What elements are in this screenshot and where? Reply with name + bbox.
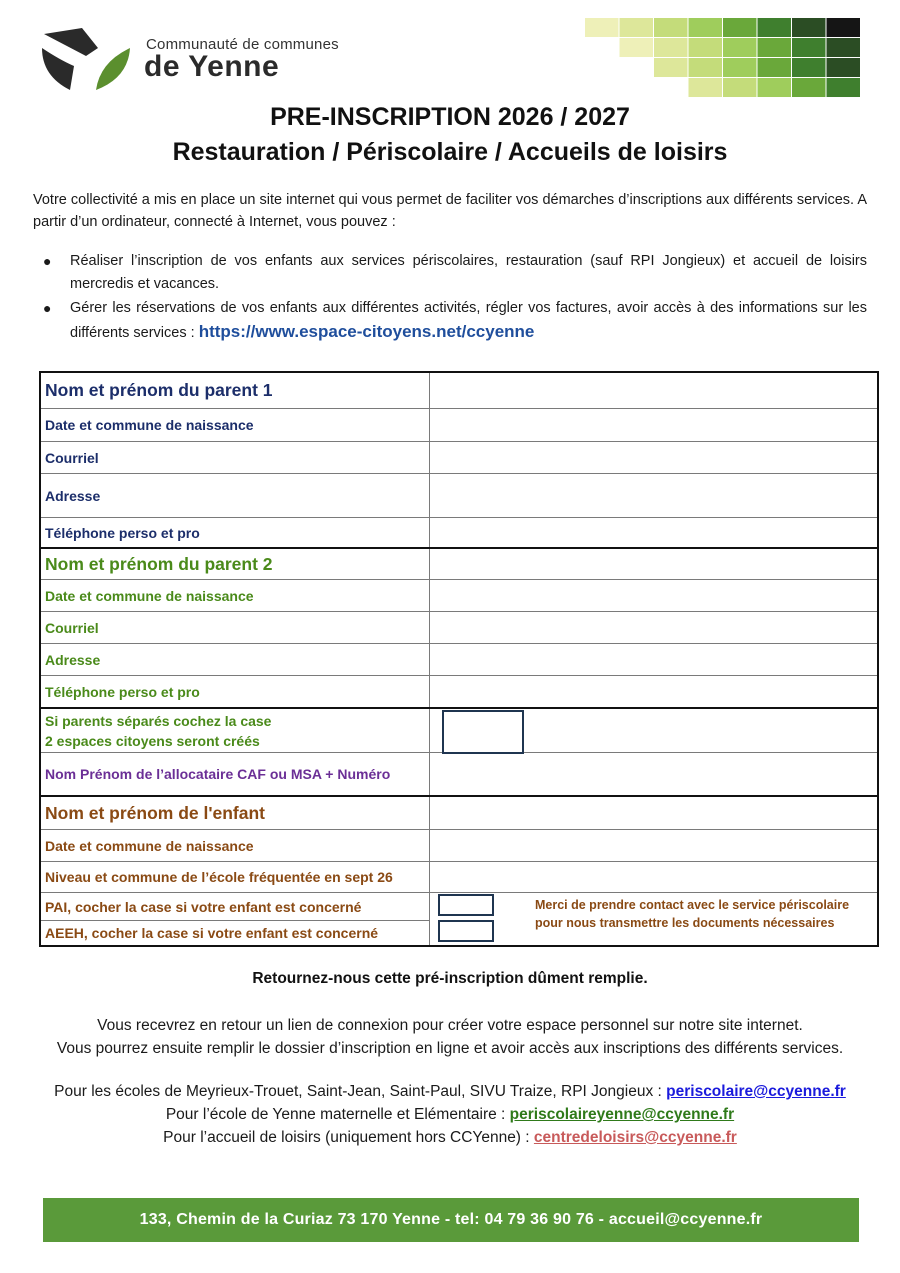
info-paragraph: [0, 1014, 900, 1060]
aeeh-label: AEEH, cocher la case si votre enfant est concerné: [45, 925, 379, 941]
form-row: [41, 830, 877, 862]
parent2-email-field[interactable]: [430, 612, 877, 643]
mosaic-square: [620, 18, 654, 37]
separated-label: [41, 709, 430, 752]
form-row: [41, 549, 877, 580]
page-subtitle: Restauration / Périscolaire / Accueils de loisirs: [172, 138, 728, 166]
child-birth-label: Date et commune de naissance: [41, 830, 430, 861]
bullet-item: [33, 297, 867, 345]
parent2-address-field[interactable]: [430, 644, 877, 675]
caf-field[interactable]: [430, 753, 877, 795]
espace-citoyens-link[interactable]: https://www.espace-citoyens.net/ccyenne: [198, 322, 535, 341]
footer-banner: [43, 1198, 859, 1242]
parent1-phone-label: Téléphone perso et pro: [41, 518, 430, 547]
parent2-birth-label: Date et commune de naissance: [41, 580, 430, 611]
return-instruction: Retournez-nous cette pré-inscription dûment remplie.: [252, 970, 648, 987]
mosaic-square: [758, 58, 792, 77]
form-row: [41, 644, 877, 676]
pai-aeeh-cell: [430, 893, 877, 945]
mosaic-square: [792, 18, 826, 37]
form-row: [41, 709, 877, 753]
parent1-birth-label: Date et commune de naissance: [41, 409, 430, 441]
form-row: [41, 676, 877, 709]
separated-cell: [430, 709, 877, 752]
mosaic-square: [827, 78, 861, 97]
mosaic-square: [689, 58, 723, 77]
parent2-address-label: Adresse: [41, 644, 430, 675]
mosaic-square: [792, 38, 826, 57]
mosaic-square: [654, 18, 688, 37]
contact-line: [0, 1080, 900, 1103]
page-title: PRE-INSCRIPTION 2026 / 2027: [270, 103, 630, 131]
mosaic-square: [723, 18, 757, 37]
parent1-address-field[interactable]: [430, 474, 877, 517]
bullet-dot-icon: ●: [43, 300, 52, 316]
mosaic-square: [792, 58, 826, 77]
parent2-email-label: Courriel: [41, 612, 430, 643]
periscolaireyenne-email-link[interactable]: periscolaireyenne@ccyenne.fr: [509, 1106, 735, 1123]
info-line2: Vous pourrez ensuite remplir le dossier d’inscription en ligne et avoir accès aux inscriptions des différents services.: [56, 1040, 844, 1057]
mosaic-square: [689, 38, 723, 57]
pai-note: [535, 896, 849, 932]
separated-checkbox[interactable]: [442, 710, 524, 754]
centredeloisirs-email-link[interactable]: centredeloisirs@ccyenne.fr: [533, 1129, 737, 1146]
child-school-label: Niveau et commune de l’école fréquentée en sept 26: [41, 862, 430, 892]
org-name-line2: de Yenne: [144, 50, 280, 83]
parent1-name-label: Nom et prénom du parent 1: [41, 373, 430, 408]
mosaic-square: [758, 38, 792, 57]
parent2-phone-field[interactable]: [430, 676, 877, 707]
aeeh-checkbox[interactable]: [438, 920, 494, 942]
mosaic-square: [654, 58, 688, 77]
separated-line2: 2 espaces citoyens seront créés: [45, 732, 260, 749]
parent2-phone-label: Téléphone perso et pro: [41, 676, 430, 707]
child-name-field[interactable]: [430, 797, 877, 829]
pai-label: PAI, cocher la case si votre enfant est concerné: [41, 893, 429, 921]
form-row: [41, 797, 877, 830]
mosaic-square: [827, 18, 861, 37]
registration-form: [39, 371, 879, 947]
form-row: [41, 862, 877, 893]
mosaic-square: [827, 58, 861, 77]
form-row: [41, 580, 877, 612]
pai-note-line1: Merci de prendre contact avec le service périscolaire: [535, 898, 850, 912]
contact-text: Pour les écoles de Meyrieux-Trouet, Saint-Jean, Saint-Paul, SIVU Traize, RPI Jongieux :: [54, 1083, 667, 1100]
footer-address: 133, Chemin de la Curiaz 73 170 Yenne - tel: 04 79 36 90 76 - accueil@ccyenne.fr: [139, 1211, 763, 1228]
contact-text: Pour l’accueil de loisirs (uniquement hors CCYenne) :: [163, 1129, 534, 1146]
mosaic-square: [827, 38, 861, 57]
bullet-item: [33, 250, 867, 296]
parent1-email-label: Courriel: [41, 442, 430, 473]
form-row: [41, 442, 877, 474]
pai-aeeh-labels: [41, 893, 430, 945]
parent2-name-field[interactable]: [430, 549, 877, 579]
contact-line: [0, 1103, 900, 1126]
contacts-block: [0, 1080, 900, 1149]
parent1-birth-field[interactable]: [430, 409, 877, 441]
parent1-address-label: Adresse: [41, 474, 430, 517]
pai-note-line2: pour nous transmettre les documents nécessaires: [535, 916, 835, 930]
bullet-dot-icon: ●: [43, 253, 52, 269]
info-line1: Vous recevrez en retour un lien de connexion pour créer votre espace personnel sur notre site internet.: [97, 1017, 803, 1034]
mosaic-square: [689, 18, 723, 37]
mosaic-square: [654, 38, 688, 57]
intro-paragraph: Votre collectivité a mis en place un site internet qui vous permet de faciliter vos démarches d’inscriptions aux différents services. A partir d’un ordinateur, connecté à Internet, vous pouvez :: [33, 192, 867, 230]
mosaic-square: [723, 58, 757, 77]
mosaic-square: [723, 38, 757, 57]
green-mosaic-decoration: [585, 18, 861, 98]
parent2-birth-field[interactable]: [430, 580, 877, 611]
child-name-label: Nom et prénom de l'enfant: [41, 797, 430, 829]
child-birth-field[interactable]: [430, 830, 877, 861]
mosaic-square: [758, 78, 792, 97]
parent1-name-field[interactable]: [430, 373, 877, 408]
mosaic-square: [792, 78, 826, 97]
bullet-text: Réaliser l’inscription de vos enfants aux services périscolaires, restauration (sauf RPI Jongieux) et accueil de loisirs mercredis et vacances.: [70, 253, 867, 292]
periscolaire-email-link[interactable]: periscolaire@ccyenne.fr: [666, 1083, 846, 1100]
parent1-phone-field[interactable]: [430, 518, 877, 547]
caf-label: Nom Prénom de l’allocataire CAF ou MSA + Numéro: [41, 753, 430, 795]
form-row: [41, 612, 877, 644]
form-row: [41, 753, 877, 797]
form-row: [41, 373, 877, 409]
form-row: [41, 474, 877, 518]
form-row: [41, 409, 877, 442]
contact-text: Pour l’école de Yenne maternelle et Elémentaire :: [165, 1106, 510, 1123]
form-row: [41, 893, 877, 945]
form-row: [41, 518, 877, 549]
mosaic-square: [723, 78, 757, 97]
mosaic-square: [758, 18, 792, 37]
child-school-field[interactable]: [430, 862, 877, 892]
bullet-text: Gérer les réservations de vos enfants aux différentes activités, régler vos factures, avoir accès à des informations sur les différents services :: [70, 300, 867, 341]
separated-line1: Si parents séparés cochez la case: [45, 712, 272, 729]
yenne-logo-icon: [40, 26, 132, 94]
pai-checkbox[interactable]: [438, 894, 494, 916]
parent2-name-label: Nom et prénom du parent 2: [41, 549, 430, 579]
mosaic-square: [585, 18, 619, 37]
parent1-email-field[interactable]: [430, 442, 877, 473]
bullet-list: [33, 250, 867, 346]
org-name-line1: Communauté de communes: [146, 36, 339, 53]
mosaic-square: [620, 38, 654, 57]
contact-line: [0, 1126, 900, 1149]
mosaic-square: [689, 78, 723, 97]
